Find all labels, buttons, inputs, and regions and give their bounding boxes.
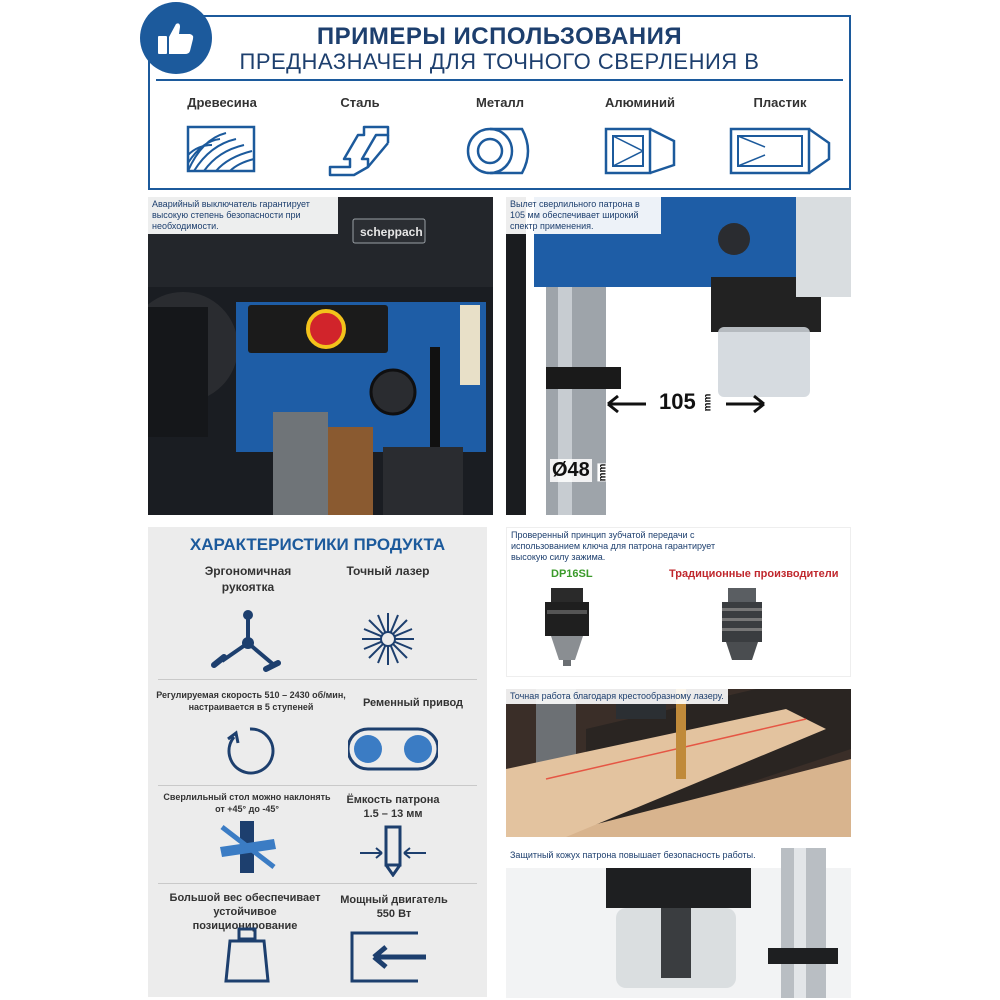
photo-laser xyxy=(506,689,851,837)
caption-emergency-switch: Аварийный выключатель гарантирует высокую степень безопасности при необходимости. xyxy=(148,197,338,234)
material-label: Сталь xyxy=(340,95,380,110)
feature-tilt-table xyxy=(162,791,332,815)
caption-chuck-comparison: Проверенный принцип зубчатой передачи с использованием ключа для патрона гарантирует высокую силу зажима. xyxy=(511,530,716,562)
material-label: Пластик xyxy=(753,95,807,110)
material-label: Древесина xyxy=(187,95,257,110)
drill-head-illustration xyxy=(148,197,493,515)
reach-value: 105 xyxy=(656,389,699,415)
material-aluminium xyxy=(580,95,700,184)
motor-icon xyxy=(348,929,428,985)
chuck-comparison-panel xyxy=(506,527,851,677)
material-label: Металл xyxy=(475,95,524,110)
chuck-capacity-icon xyxy=(358,823,428,877)
feature-text: Ёмкость патрона 1.5 – 13 мм xyxy=(346,794,440,820)
feature-chuck-capacity xyxy=(338,793,448,821)
chuck-guard-illustration xyxy=(506,848,851,998)
feature-text: Ременный привод xyxy=(362,697,464,709)
metal-tube-icon xyxy=(460,119,540,179)
thumbs-up-badge xyxy=(140,2,212,74)
feature-speed xyxy=(156,689,346,713)
rotation-icon xyxy=(220,723,280,779)
feature-text: Точный лазер xyxy=(346,564,430,578)
keyless-chuck-icon xyxy=(712,588,772,668)
feature-laser xyxy=(338,563,438,579)
aluminium-profile-icon xyxy=(600,119,680,179)
divider xyxy=(158,883,477,884)
laser-icon xyxy=(358,609,418,669)
tilt-table-icon xyxy=(216,819,280,875)
feature-text: Эргономичная рукоятка xyxy=(204,564,292,594)
laser-drilling-illustration xyxy=(506,689,851,837)
feature-handle xyxy=(198,563,298,595)
wood-icon xyxy=(182,119,262,179)
weight-icon xyxy=(222,925,272,985)
photo-chuck-guard xyxy=(506,848,851,998)
brand-logo: scheppach xyxy=(360,225,423,239)
caption-drill-reach: Вылет сверлильного патрона в 105 мм обеспечивает широкий спектр применения. xyxy=(506,197,661,234)
product-characteristics-panel xyxy=(148,527,487,997)
plastic-profile-icon xyxy=(725,119,835,179)
reach-unit: mm xyxy=(702,393,714,412)
handle-icon xyxy=(208,609,288,677)
feature-belt xyxy=(348,697,478,709)
divider xyxy=(158,785,477,786)
keyed-chuck-icon xyxy=(537,588,597,668)
feature-text: Сверлильный стол можно наклонять от +45° до -45° xyxy=(163,792,331,814)
characteristics-title: ХАРАКТЕРИСТИКИ ПРОДУКТА xyxy=(189,535,446,554)
material-plastic xyxy=(720,95,840,184)
divider xyxy=(156,79,843,81)
competitor-label: Традиционные производители xyxy=(669,568,839,580)
column-unit: mm xyxy=(597,463,609,482)
photo-drill-reach xyxy=(506,197,851,515)
material-metal xyxy=(440,95,560,184)
thumbs-up-icon xyxy=(154,16,198,60)
caption-laser: Точная работа благодаря крестообразному лазеру. xyxy=(506,689,728,704)
usage-title: ПРИМЕРЫ ИСПОЛЬЗОВАНИЯ xyxy=(316,23,683,50)
usage-subtitle: ПРЕДНАЗНАЧЕН ДЛЯ ТОЧНОГО СВЕРЛЕНИЯ В xyxy=(239,49,760,74)
usage-examples-panel xyxy=(148,15,851,190)
feature-text: Мощный двигатель 550 Вт xyxy=(340,894,448,920)
caption-chuck-guard: Защитный кожух патрона повышает безопасность работы. xyxy=(506,848,760,863)
divider xyxy=(158,679,477,680)
material-wood xyxy=(162,95,282,184)
feature-text: Большой вес обеспечивает устойчивое позиционирование xyxy=(169,892,321,932)
steel-beam-icon xyxy=(320,119,400,179)
material-steel xyxy=(300,95,420,184)
column-diameter: Ø48 xyxy=(552,459,590,481)
feature-text: Регулируемая скорость 510 – 2430 об/мин, настраивается в 5 ступеней xyxy=(156,690,346,712)
photo-emergency-switch xyxy=(148,197,493,515)
material-label: Алюминий xyxy=(604,95,676,110)
belt-drive-icon xyxy=(348,723,438,775)
product-label: DP16SL xyxy=(551,568,593,580)
feature-motor xyxy=(334,893,454,921)
